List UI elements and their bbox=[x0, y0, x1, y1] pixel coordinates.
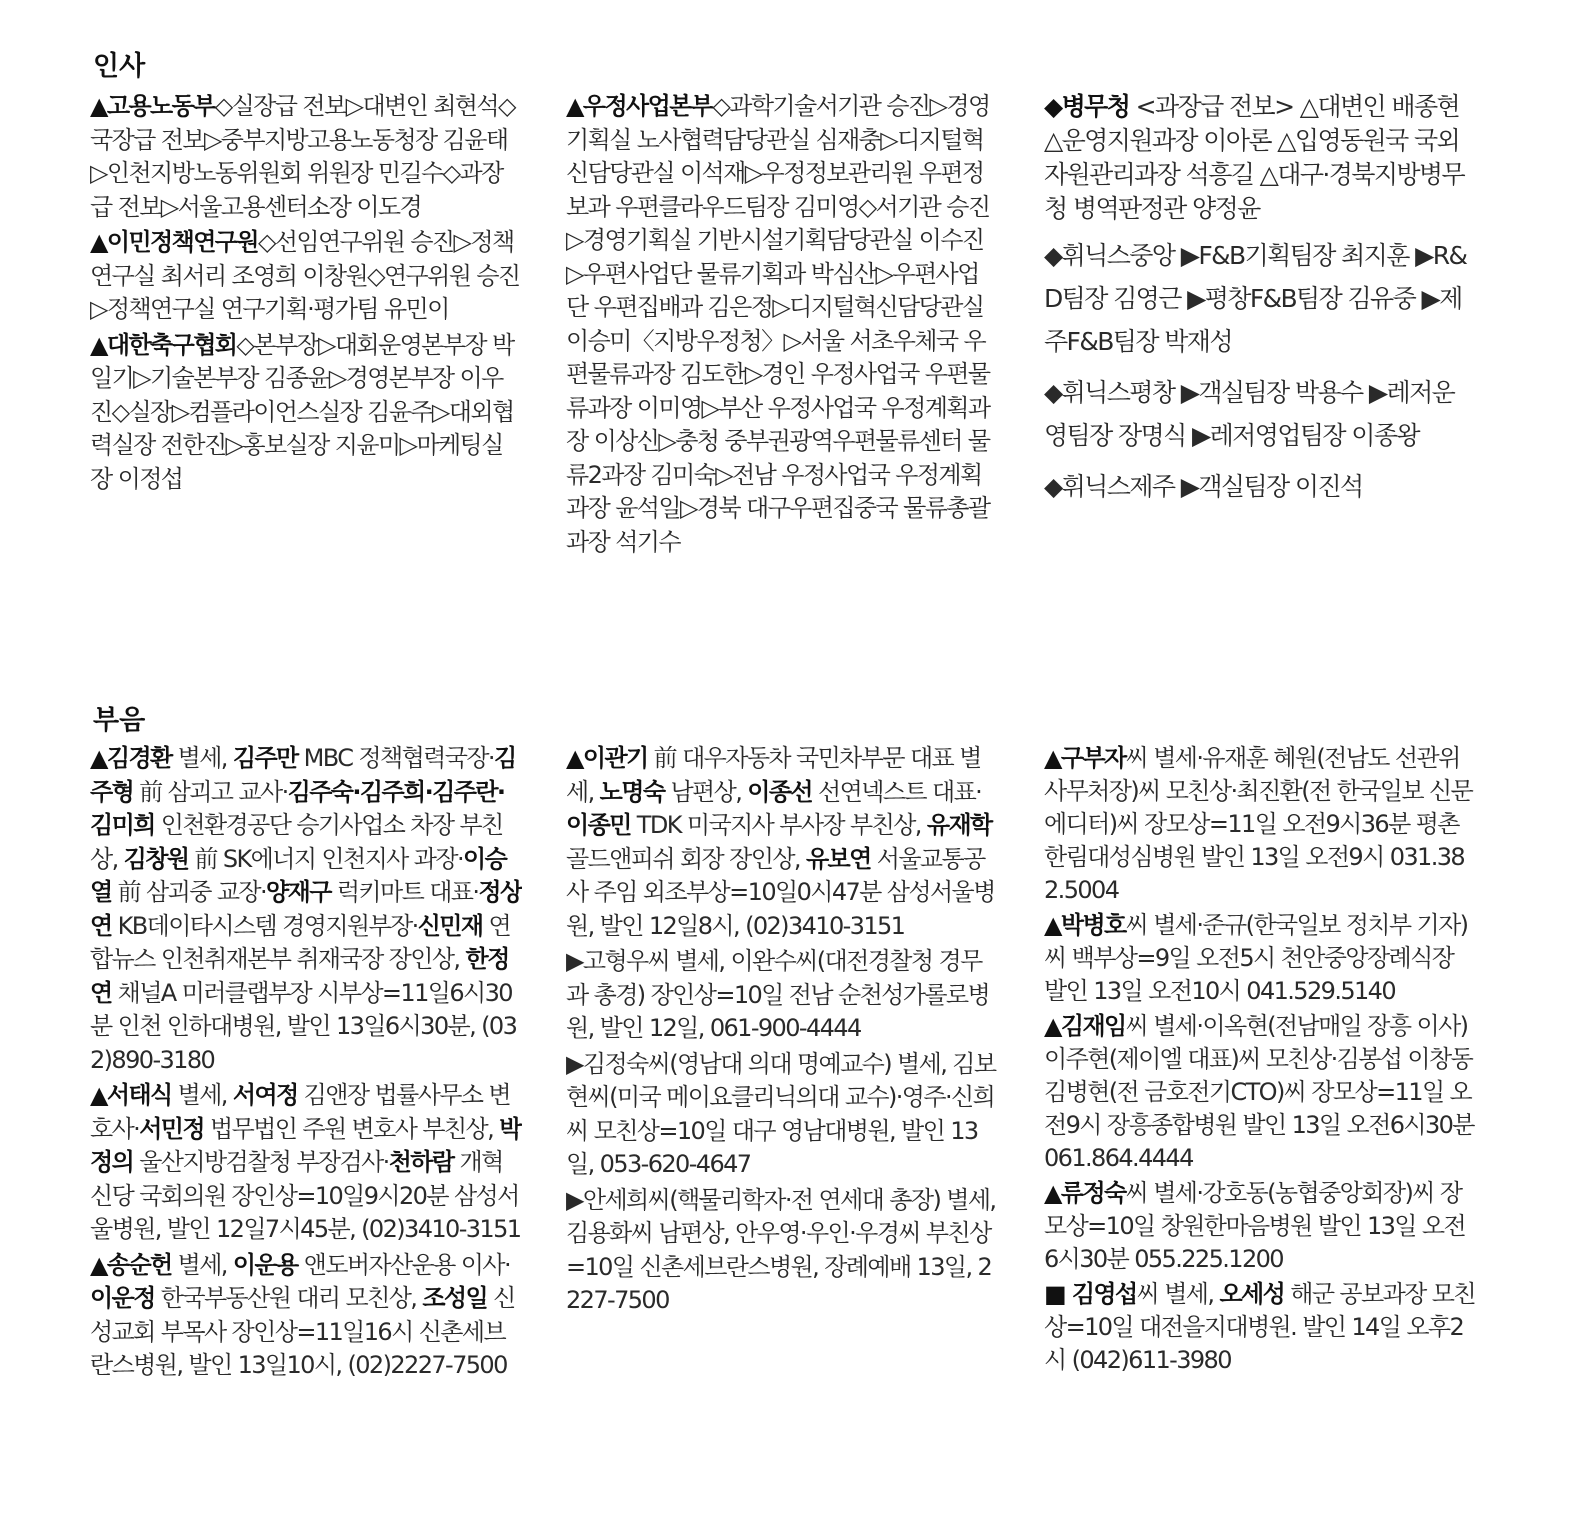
personnel-entry bbox=[566, 90, 998, 559]
obituary-entry: ▲김경환 별세, 김주만 MBC 정책협력국장·김주형 前 삼괴고 교사·김주숙·김주희·김주란·김미희 인천환경공단 승기사업소 차장 부친상, 김창원 前 SK에너지 인천지사 과장·이승열 前 삼괴중 교장·양재구 럭키마트 대표·정상연 KB데이타시스템 경영지원부장·신민재 연합뉴스 인천취재본부 취재국장 장인상, 한정연 채널A 미러클랩부장 시부상=11일6시30분 인천 인하대병원, 발인 13일6시30분, (032)890-3180 bbox=[90, 744, 522, 1074]
entry-text: ◆휘닉스제주 ▶객실팀장 이진석 bbox=[1044, 472, 1363, 501]
obituary-column-2 bbox=[566, 742, 998, 1320]
personnel-entry bbox=[90, 226, 522, 327]
entry-text: ◇본부장▷대회운영본부장 박일기▷기술본부장 김종윤▷경영본부장 이우진◇실장▷컴플라이언스실장 김윤주▷대외협력실장 전한진▷홍보실장 지윤미▷마케팅실장 이정섭 bbox=[90, 330, 514, 493]
personnel-entry bbox=[1044, 234, 1476, 363]
entry-text: ◇과학기술서기관 승진▷경영기획실 노사협력담당관실 심재충▷디지털혁신담당관실 이석재▷우정정보관리원 우편정보과 우편클라우드팀장 김미영◇서기관 승진▷경영기획실 기반시설기획담당관실 이수진▷우편사업단 물류기획과 박심산▷우편사업단 우편집배과 김은정▷디지털혁신담당관실 이승미〈지방우정청〉▷서울 서초우체국 우편물류과장 김도한▷경인 우정사업국 우편물류과장 이미영▷부산 우정사업국 우정계획과장 이상신▷충청 중부권광역우편물류센터 물류2과장 김미숙▷전남 우정사업국 우정계획과장 윤석일▷경북 대구우편집중국 물류총괄과장 석기수 bbox=[566, 92, 990, 556]
personnel-column-1 bbox=[90, 90, 522, 498]
personnel-entry bbox=[1044, 465, 1476, 508]
entry-text: ◇실장급 전보▷대변인 최현석◇국장급 전보▷중부지방고용노동청장 김윤태▷인천지방노동위원회 위원장 민길수◇과장급 전보▷서울고용센터소장 이도경 bbox=[90, 92, 515, 221]
obituary-entry: ▶안세희씨(핵물리학자·전 연세대 총장) 별세, 김용화씨 남편상, 안우영·우인·우경씨 부친상=10일 신촌세브란스병원, 장례예배 13일, 2227-7500 bbox=[566, 1185, 996, 1314]
organization-name: ◆병무청 bbox=[1044, 92, 1130, 121]
obituary-entry: ▲이관기 前 대우자동차 국민차부문 대표 별세, 노명숙 남편상, 이종선 선연넥스트 대표·이종민 TDK 미국지사 부사장 부친상, 유재학 골드앤피쉬 회장 장인상, 유보연 서울교통공사 주임 외조부상=10일0시47분 삼성서울병원, 발인 12일8시, (02)3410-3151 bbox=[566, 744, 995, 940]
personnel-column-3 bbox=[1044, 90, 1476, 510]
organization-name: ▲우정사업본부 bbox=[566, 92, 713, 120]
obituary-entry: ▲서태식 별세, 서여정 김앤장 법률사무소 변호사·서민정 법무법인 주원 변호사 부친상, 박정의 울산지방검찰청 부장검사·천하람 개혁신당 국회의원 장인상=10일9시20분 삼성서울병원, 발인 12일7시45분, (02)3410-3151 bbox=[90, 1081, 521, 1243]
obituary-column-1 bbox=[90, 742, 522, 1385]
obituary-entry: ▲송순헌 별세, 이운용 앤도버자산운용 이사·이운정 한국부동산원 대리 모친상, 조성일 신성교회 부목사 장인상=11일16시 신촌세브란스병원, 발인 13일10시, (02)2227-7500 bbox=[90, 1250, 515, 1379]
personnel-column-2 bbox=[566, 90, 998, 561]
personnel-entry bbox=[1044, 371, 1476, 457]
entry-text: ◆휘닉스평창 ▶객실팀장 박용수 ▶레저운영팀장 장명식 ▶레저영업팀장 이종왕 bbox=[1044, 378, 1455, 450]
personnel-entry bbox=[1044, 90, 1476, 226]
personnel-entry bbox=[90, 90, 522, 224]
obituary-entry: ▲김재임씨 별세·이옥현(전남매일 장흥 이사) 이주현(제이엘 대표)씨 모친상·김봉섭 이창동 김병현(전 금호전기CTO)씨 장모상=11일 오전9시 장흥종합병원 발인 13일 오전6시30분 061.864.4444 bbox=[1044, 1012, 1474, 1172]
entry-text: ◆휘닉스중앙 ▶F&B기획팀장 최지훈 ▶R&D팀장 김영근 ▶평창F&B팀장 김유중 ▶제주F&B팀장 박재성 bbox=[1044, 241, 1467, 356]
obituary-entry: ▲박병호씨 별세·준규(한국일보 정치부 기자)씨 백부상=9일 오전5시 천안중앙장례식장 발인 13일 오전10시 041.529.5140 bbox=[1044, 911, 1468, 1005]
obituary-entry: ■ 김영섭씨 별세, 오세성 해군 공보과장 모친상=10일 대전을지대병원. 발인 14일 오후2시 (042)611-3980 bbox=[1044, 1280, 1475, 1374]
section-title-obituary: 부음 bbox=[93, 705, 146, 736]
organization-name: ▲이민정책연구원 bbox=[90, 228, 258, 256]
entry-text: ◇선임연구위원 승진▷정책연구실 최서리 조영희 이창원◇연구위원 승진▷정책연구실 연구기획·평가팀 유민이 bbox=[90, 228, 520, 323]
obituary-entry: ▲구부자씨 별세·유재훈 혜원(전남도 선관위 사무처장)씨 모친상·최진환(전 한국일보 신문에디터)씨 장모상=11일 오전9시36분 평촌한림대성심병원 발인 13일 오전9시 031.382.5004 bbox=[1044, 744, 1473, 904]
obituary-entry: ▶고형우씨 별세, 이완수씨(대전경찰청 경무과 총경) 장인상=10일 전남 순천성가롤로병원, 발인 12일, 061-900-4444 bbox=[566, 947, 990, 1042]
organization-name: ▲고용노동부 bbox=[90, 92, 215, 120]
obituary-entry: ▲류정숙씨 별세·강호동(농협중앙회장)씨 장모상=10일 창원한마음병원 발인 13일 오전6시30분 055.225.1200 bbox=[1044, 1179, 1466, 1273]
entry-text: <과장급 전보> △대변인 배종현 △운영지원과장 이아론 △입영동원국 국외자원관리과장 석흥길 △대구·경북지방병무청 병역판정관 양정윤 bbox=[1044, 92, 1465, 223]
obituary-column-3 bbox=[1044, 742, 1476, 1379]
obituary-entry: ▶김정숙씨(영남대 의대 명예교수) 별세, 김보현씨(미국 메이요클리닉의대 교수)·영주·신희씨 모친상=10일 대구 영남대병원, 발인 13일, 053-620-4647 bbox=[566, 1049, 996, 1178]
section-title-personnel: 인사 bbox=[93, 51, 146, 82]
organization-name: ▲대한축구협회 bbox=[90, 330, 237, 359]
personnel-entry bbox=[90, 329, 522, 497]
